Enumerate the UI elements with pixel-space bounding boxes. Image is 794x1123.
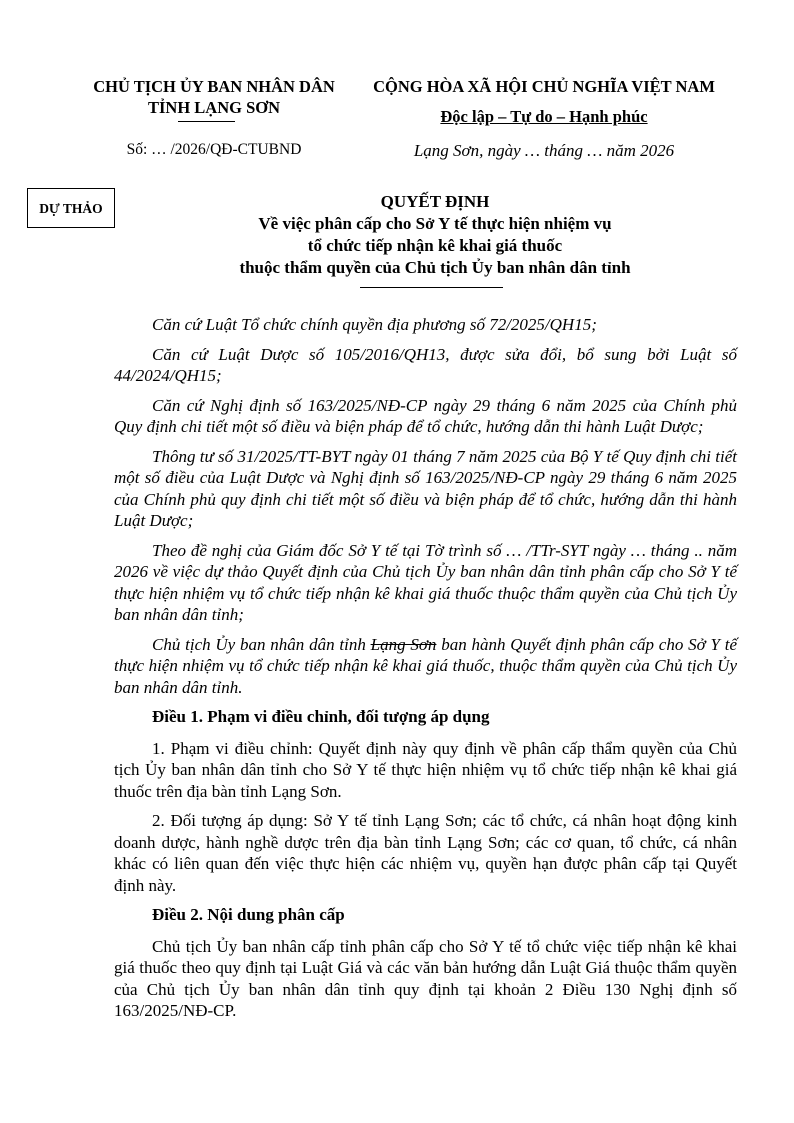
title-line-1: Về việc phân cấp cho Sở Y tế thực hiện nhiệm vụ (258, 214, 612, 233)
article-2-text: Chủ tịch Ủy ban nhân cấp tỉnh phân cấp cho Sở Y tế tổ chức việc tiếp nhận kê khai giá thuốc theo quy định tại Luật Giá và các văn bản hướng dẫn Luật Giá thuộc thẩm quyền của Chủ tịch Ủy ban nhân dân tỉnh quy định tại khoản 2 Điều 130 Nghị định số 163/2025/NĐ-CP. (114, 936, 737, 1020)
title-kind: QUYẾT ĐỊNH (380, 192, 490, 211)
preamble-2: Căn cứ Luật Dược số 105/2016/QH13, được sửa đổi, bổ sung bởi Luật số 44/2024/QH15; (114, 344, 737, 385)
enact-prefix: Chủ tịch Ủy ban nhân dân tỉnh (152, 634, 371, 654)
doc-number: Số: … /2026/QĐ-CTUBND (126, 141, 302, 158)
preamble-5: Theo đề nghị của Giám đốc Sở Y tế tại Tờ trình số … /TTr-SYT ngày … tháng .. năm 2026 về việc dự thảo Quyết định của Chủ tịch Ủy ban nhân dân tỉnh phân cấp cho Sở Y tế thực hiện nhiệm vụ tổ chức tiếp nhận kê khai giá thuốc thuộc thẩm quyền của Chủ tịch Ủy ban nhân dân tỉnh; (114, 540, 737, 624)
nation-title: CỘNG HÒA XÃ HỘI CHỦ NGHĨA VIỆT NAM (373, 77, 715, 96)
issuer-line-2: TỈNH LẠNG SƠN (147, 98, 281, 117)
preamble-1: Căn cứ Luật Tổ chức chính quyền địa phương số 72/2025/QH15; (152, 315, 597, 334)
article-1-clause-1: 1. Phạm vi điều chỉnh: Quyết định này quy định về phân cấp thẩm quyền của Chủ tịch Ủy ban nhân dân tỉnh cho Sở Y tế thực hiện nhiệm vụ tổ chức tiếp nhận kê khai giá thuốc trên địa bàn tỉnh Lạng Sơn. (114, 738, 737, 801)
preamble-4: Thông tư số 31/2025/TT-BYT ngày 01 tháng 7 năm 2025 của Bộ Y tế Quy định chi tiết một số điều của Luật Dược và Nghị định số 163/2025/NĐ-CP ngày 29 tháng 6 năm 2025 của Chính phủ quy định chi tiết một số điều và biện pháp để tổ chức, hướng dẫn thi hành Luật Dược; (114, 446, 737, 530)
article-2-heading: Điều 2. Nội dung phân cấp (152, 905, 345, 924)
preamble-3: Căn cứ Nghị định số 163/2025/NĐ-CP ngày 29 tháng 6 năm 2025 của Chính phủ Quy định chi tiết một số điều và biện pháp để tổ chức, hướng dẫn thi hành Luật Dược; (114, 395, 737, 436)
place-date: Lạng Sơn, ngày … tháng … năm 2026 (413, 141, 675, 160)
enact-suffix: ban hành Quyết định phân cấp cho Sở Y tế thực hiện nhiệm vụ tổ chức tiếp nhận kê khai giá thuốc, thuộc thẩm quyền của Chủ tịch Ủy ban nhân dân tỉnh. (114, 634, 738, 697)
draft-stamp: DỰ THẢO (27, 188, 115, 228)
article-1-heading: Điều 1. Phạm vi điều chỉnh, đối tượng áp dụng (152, 707, 490, 726)
enactment-clause (114, 634, 737, 699)
article-1-clause-2: 2. Đối tượng áp dụng: Sở Y tế tỉnh Lạng Sơn; các tổ chức, cá nhân hoạt động kinh doanh dược, hành nghề dược trên địa bàn tỉnh Lạng Sơn; các cơ quan, tổ chức, cá nhân khác có liên quan đến việc thực hiện các nhiệm vụ, quyền hạn được phân cấp tại Quyết định này. (114, 811, 737, 895)
issuer-line-1: CHỦ TỊCH ỦY BAN NHÂN DÂN (93, 77, 335, 96)
title-line-3: thuộc thẩm quyền của Chủ tịch Ủy ban nhân dân tỉnh (239, 258, 631, 277)
motto: Độc lập – Tự do – Hạnh phúc (440, 107, 648, 126)
nation-block (358, 76, 730, 127)
issuer-underline (178, 121, 235, 122)
title-underline (360, 287, 503, 288)
issuer-block (80, 76, 348, 118)
document-body (114, 314, 737, 1030)
title-line-2: tổ chức tiếp nhận kê khai giá thuốc (307, 236, 563, 255)
enact-struck-text: Lạng Sơn (370, 634, 437, 654)
decision-title (200, 191, 670, 279)
